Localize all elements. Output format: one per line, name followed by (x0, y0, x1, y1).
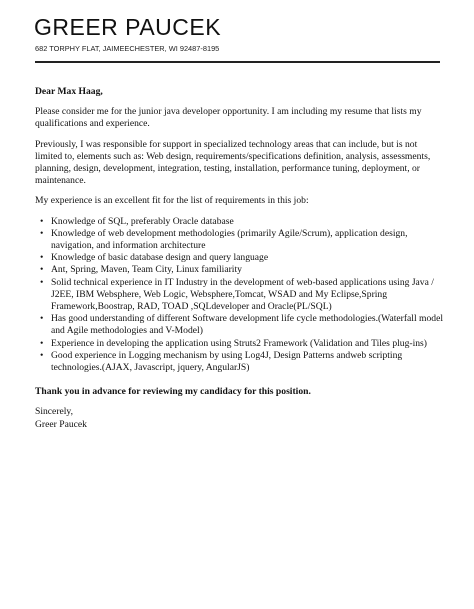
paragraph-fit: My experience is an excellent fit for the list of requirements in this job: (35, 195, 309, 207)
list-item: • Solid technical experience in IT Industry in the development of web-based applications using Java / J2EE, IBM Websphere, Web Logic, Websphere,Tomcat, WSAD and My Eclipse,Spring Framework,Boostrap, RAD, TOAD ,SQLdeveloper and Oracle(PL/SQL) (51, 277, 445, 314)
list-item: • Knowledge of basic database design and query language (51, 252, 445, 264)
list-item: • Has good understanding of different Software development life cycle methodologies.(Waterfall model and Agile methodologies and V-Model) (51, 313, 445, 337)
requirements-list (35, 216, 445, 375)
closing: Sincerely, (35, 406, 74, 418)
applicant-name: GREER PAUCEK (34, 14, 222, 40)
list-item: • Ant, Spring, Maven, Team City, Linux familiarity (51, 264, 445, 276)
salutation: Dear Max Haag, (35, 86, 103, 97)
thank-you-line: Thank you in advance for reviewing my candidacy for this position. (35, 386, 311, 398)
list-item: • Knowledge of SQL, preferably Oracle database (51, 216, 445, 228)
header-divider (35, 61, 440, 63)
signature: Greer Paucek (35, 418, 87, 430)
paragraph-intro: Please consider me for the junior java developer opportunity. I am including my resume that lists my qualifications and experience. (35, 106, 422, 130)
paragraph-experience: Previously, I was responsible for support in specialized technology areas that can include, but is not limited to, elements such as: Web design, requirements/specifications definition, analysis, assessments, planning, design, development, integration, testing, installation, performance tuning, deployment, or maintenance. (35, 138, 431, 187)
list-item: • Knowledge of web development methodologies (primarily Agile/Scrum), application design, navigation, and information architecture (51, 228, 445, 252)
list-item: • Good experience in Logging mechanism by using Log4J, Design Patterns andweb scripting technologies.(AJAX, Javascript, jquery, AngularJS) (51, 350, 445, 374)
letter-body (35, 86, 445, 431)
applicant-address: 682 TORPHY FLAT, JAIMEECHESTER, WI 92487-8195 (35, 44, 220, 53)
list-item: • Experience in developing the application using Struts2 Framework (Validation and Tiles plug-ins) (51, 338, 445, 350)
